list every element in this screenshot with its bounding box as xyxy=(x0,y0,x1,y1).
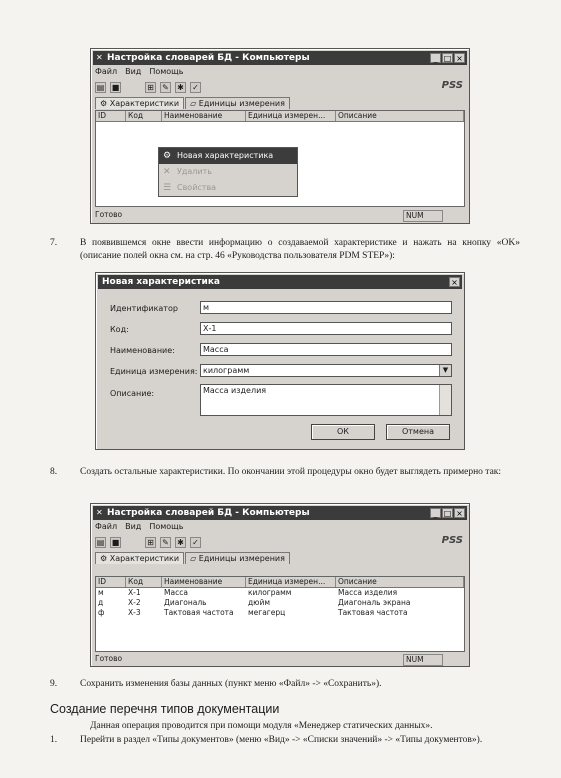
dialog-titlebar[interactable] xyxy=(98,275,462,289)
step-9-number: 9. xyxy=(50,679,58,689)
characteristics-grid-2[interactable] xyxy=(95,576,465,652)
code-field[interactable]: Х-1 xyxy=(200,322,452,335)
dropdown-arrow-icon[interactable]: ▼ xyxy=(439,365,451,376)
tab-units[interactable]: ▱ Единицы измерения xyxy=(185,97,290,109)
menu-help-2[interactable]: Помощь xyxy=(149,522,184,531)
menu-item-delete-label: Удалить xyxy=(177,167,212,176)
table-row[interactable] xyxy=(96,598,464,608)
step-8-number: 8. xyxy=(50,467,58,477)
window-1-title: Настройка словарей БД - Компьютеры xyxy=(107,53,310,63)
dialog-title: Новая характеристика xyxy=(102,277,221,287)
edit-icon-2[interactable]: ✎ xyxy=(160,537,171,548)
minimize-button[interactable]: _ xyxy=(430,53,441,63)
dictionary-icon-2[interactable]: ⊞ xyxy=(145,537,156,548)
col-description-2[interactable]: Описание xyxy=(336,577,464,587)
menubar-2 xyxy=(95,522,183,533)
tools-icon[interactable]: ✱ xyxy=(175,82,186,93)
menu-item-new-label: Новая характеристика xyxy=(177,151,274,160)
open-icon-2[interactable]: ▤ xyxy=(96,537,105,547)
properties-icon: ☰ xyxy=(163,183,172,193)
open-icon[interactable]: ▤ xyxy=(96,82,105,92)
close-button[interactable]: × xyxy=(454,53,465,63)
tab-units-2-label: Единицы измерения xyxy=(198,554,285,563)
maximize-button-2[interactable]: □ xyxy=(443,509,452,518)
menu-view-2[interactable]: Вид xyxy=(125,522,142,531)
step-7-text: В появившемся окне ввести информацию о создаваемой характеристике и нажать на кнопку «OK» (описание полей окна см. на стр. 46 «Руководства пользователя PDM STEP»): xyxy=(80,238,520,261)
cell-name: Масса xyxy=(164,588,188,597)
new-icon: ⚙ xyxy=(163,151,172,161)
tab-units-2[interactable]: ▱ Единицы измерения xyxy=(185,552,290,564)
cell-code: Х-1 xyxy=(128,588,141,597)
unit-select[interactable] xyxy=(200,364,452,377)
menu-item-properties-label: Свойства xyxy=(177,183,217,192)
status-bar xyxy=(95,210,465,220)
app-icon: ✕ xyxy=(96,53,103,62)
cell-unit: дюйм xyxy=(248,598,271,607)
col-id[interactable]: ID xyxy=(96,111,126,121)
pss-logo-2: PSS xyxy=(441,535,463,546)
cell-name: Диагональ xyxy=(164,598,207,607)
menu-item-new-characteristic[interactable] xyxy=(159,148,297,164)
col-id-2[interactable]: ID xyxy=(96,577,126,587)
status-bar-2 xyxy=(95,654,465,664)
check-icon[interactable]: ✓ xyxy=(190,82,201,93)
grid-header xyxy=(96,111,464,122)
tab-units-label: Единицы измерения xyxy=(198,99,285,108)
step-7-number: 7. xyxy=(50,238,58,248)
col-code-2[interactable]: Код xyxy=(126,577,162,587)
step-9-text: Сохранить изменения базы данных (пункт меню «Файл» -> «Сохранить»). xyxy=(80,679,382,689)
delete-icon: ✕ xyxy=(163,167,171,177)
unit-select-value: килограмм xyxy=(203,366,250,375)
ok-button[interactable]: ОК xyxy=(311,424,375,440)
name-label: Наименование: xyxy=(110,346,175,355)
tools-icon-2[interactable]: ✱ xyxy=(175,537,186,548)
identifier-field[interactable]: м xyxy=(200,301,452,314)
menu-item-delete[interactable] xyxy=(159,164,297,180)
menu-help[interactable]: Помощь xyxy=(149,67,184,76)
status-text: Готово xyxy=(95,210,123,219)
menubar xyxy=(95,67,183,78)
table-row[interactable] xyxy=(96,588,464,598)
code-label: Код: xyxy=(110,325,129,334)
menu-file-2[interactable]: Файл xyxy=(95,522,118,531)
unit-label: Единица измерения: xyxy=(110,367,198,376)
toolbar-2 xyxy=(95,535,465,549)
save-icon-2[interactable]: ■ xyxy=(111,537,120,547)
dialog-close-button[interactable]: × xyxy=(449,277,460,287)
section-heading: Создание перечня типов документации xyxy=(50,702,280,716)
tab-characteristics-2-label: Характеристики xyxy=(109,554,180,563)
col-name[interactable]: Наименование xyxy=(162,111,246,121)
cell-description: Тактовая частота xyxy=(338,608,408,617)
col-description[interactable]: Описание xyxy=(336,111,464,121)
cell-id: д xyxy=(98,598,104,607)
dictionary-icon[interactable]: ⊞ xyxy=(145,82,156,93)
cell-id: ф xyxy=(98,608,105,617)
num-indicator: NUM xyxy=(403,210,443,222)
num-indicator-2: NUM xyxy=(403,654,443,666)
cell-description: Диагональ экрана xyxy=(338,598,411,607)
cell-description: Масса изделия xyxy=(338,588,398,597)
tab-bar xyxy=(95,97,291,109)
tab-bar-2 xyxy=(95,552,291,564)
section-intro: Данная операция проводится при помощи модуля «Менеджер статических данных». xyxy=(90,721,433,731)
grid-header-2 xyxy=(96,577,464,588)
tab-characteristics[interactable]: ⚙ Характеристики xyxy=(95,97,184,109)
description-label: Описание: xyxy=(110,389,155,398)
cancel-button[interactable]: Отмена xyxy=(386,424,450,440)
save-icon[interactable]: ■ xyxy=(111,82,120,92)
cell-id: м xyxy=(98,588,104,597)
description-field[interactable] xyxy=(200,384,452,416)
window-2-titlebar[interactable] xyxy=(93,506,467,520)
cell-code: Х-3 xyxy=(128,608,141,617)
window-2-title: Настройка словарей БД - Компьютеры xyxy=(107,508,310,518)
edit-icon[interactable]: ✎ xyxy=(160,82,171,93)
col-name-2[interactable]: Наименование xyxy=(162,577,246,587)
identifier-label: Идентификатор xyxy=(110,304,178,313)
table-row[interactable] xyxy=(96,608,464,618)
context-menu xyxy=(158,147,298,197)
cell-name: Тактовая частота xyxy=(164,608,234,617)
dictionary-window-2 xyxy=(90,503,470,667)
step-8-text: Создать остальные характеристики. По окончании этой процедуры окно будет выглядеть примерно так: xyxy=(80,467,502,477)
description-value: Масса изделия xyxy=(203,386,267,395)
col-code[interactable]: Код xyxy=(126,111,162,121)
cell-unit: мегагерц xyxy=(248,608,286,617)
step-1-number: 1. xyxy=(50,735,58,745)
pss-logo: PSS xyxy=(441,80,463,91)
status-text-2: Готово xyxy=(95,654,123,663)
minimize-button-2[interactable]: _ xyxy=(430,508,441,518)
maximize-button[interactable]: □ xyxy=(443,54,452,63)
cell-code: Х-2 xyxy=(128,598,141,607)
check-icon-2[interactable]: ✓ xyxy=(190,537,201,548)
dictionary-window-1 xyxy=(90,48,470,224)
toolbar xyxy=(95,80,465,94)
menu-item-properties[interactable] xyxy=(159,180,297,196)
tab-characteristics-label: Характеристики xyxy=(109,99,180,108)
col-unit[interactable]: Единица измерен... xyxy=(246,111,336,121)
window-1-titlebar[interactable] xyxy=(93,51,467,65)
cell-unit: килограмм xyxy=(248,588,292,597)
step-1-text: Перейти в раздел «Типы документов» (меню «Вид» -> «Списки значений» -> «Типы документов»). xyxy=(80,735,483,745)
tab-characteristics-2[interactable]: ⚙ Характеристики xyxy=(95,552,184,564)
scrollbar[interactable] xyxy=(439,385,451,415)
menu-file[interactable]: Файл xyxy=(95,67,118,76)
close-button-2[interactable]: × xyxy=(454,508,465,518)
new-characteristic-dialog xyxy=(95,272,465,450)
col-unit-2[interactable]: Единица измерен... xyxy=(246,577,336,587)
menu-view[interactable]: Вид xyxy=(125,67,142,76)
app-icon-2: ✕ xyxy=(96,508,103,517)
name-field[interactable]: Масса xyxy=(200,343,452,356)
